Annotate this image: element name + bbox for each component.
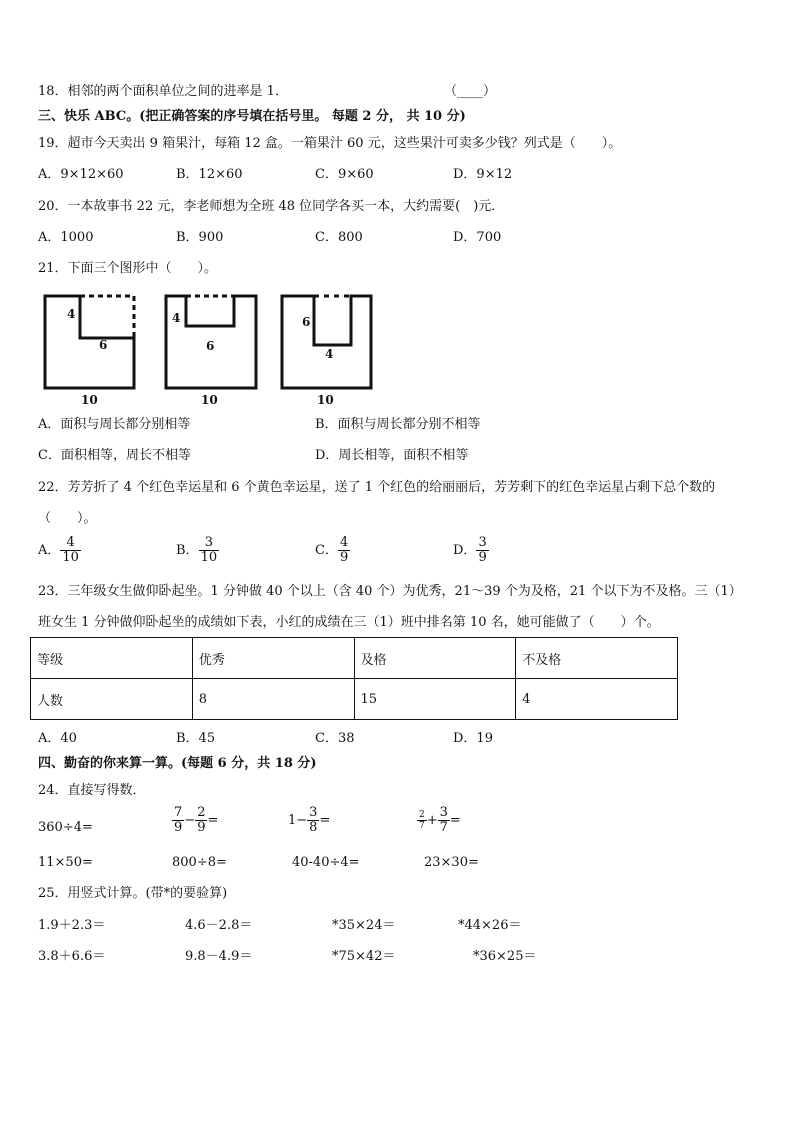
q25-item-6: 9.8－4.9＝ [185,949,253,964]
q23-text: 23．三年级女生做仰卧起坐。1 分钟做 40 个以上（含 40 个）为优秀，21～39 个为及格，21 个以下为不及格。三（1） [38,584,742,599]
q25-item-2: 4.6－2.8＝ [185,918,253,933]
q22-option-b-fraction [199,536,220,565]
q24-item-1: 360÷4= [38,820,93,835]
q21-fig2-inner-label: 6 [206,339,215,353]
q25-item-8: *36×25＝ [473,949,537,964]
q24-item-4-operator: + [426,813,438,828]
q18-text: 18．相邻的两个面积单位之间的进率是 1． [38,84,288,99]
q24-item-3 [288,806,330,835]
q23-option-c[interactable]: C．38 [315,731,355,746]
q21-option-a[interactable]: A．面积与周长都分别相等 [38,417,191,432]
q21-fig1-base-label: 10 [81,393,98,407]
q21-fig3-base-label: 10 [317,393,334,407]
q22-text-continued: （ ）。 [38,511,97,526]
q22-option-b-numerator: 3 [199,536,220,551]
q24-text: 24．直接写得数． [38,783,146,798]
q24-item-4-denominator-2: 7 [439,820,448,835]
q22-option-a-denominator: 10 [62,550,79,565]
q20-option-b[interactable]: B．900 [176,230,224,245]
q21-figure-3 [282,296,371,407]
q22-option-b-denominator: 10 [200,550,218,565]
q22-option-d[interactable] [453,536,489,565]
q18-answer-blank[interactable]: （____） [444,84,497,99]
q23-option-b[interactable]: B．45 [176,731,216,746]
q22-option-c-denominator: 9 [339,550,349,565]
q19-option-c[interactable]: C．9×60 [315,167,374,182]
q25-item-4: *44×26＝ [458,918,522,933]
q22-option-c[interactable] [315,536,350,565]
table-cell: 15 [354,679,516,720]
q21-fig3-side-label: 6 [302,315,311,329]
q23-option-a[interactable]: A．40 [38,731,77,746]
q24-item-2-fraction-1 [172,806,184,835]
q24-item-8: 23×30= [424,855,479,870]
q23-option-d[interactable]: D．19 [453,731,493,746]
q21-fig1-side-label: 4 [67,307,76,321]
q24-item-2-denominator-1: 9 [174,820,183,835]
table-cell: 人数 [31,679,193,720]
q25-item-7: *75×42＝ [332,949,396,964]
q24-item-3-numerator: 3 [309,805,318,820]
q24-item-7: 40-40÷4= [292,855,360,870]
q24-item-2-operator: − [184,813,196,828]
q23-grade-table [30,637,678,720]
q22-option-a-numerator: 4 [60,536,81,551]
q21-figures [36,290,381,408]
q21-text: 21．下面三个图形中（ ）。 [38,261,218,276]
q21-fig2-base-label: 10 [201,393,218,407]
q24-item-3-equals: = [319,813,331,828]
q22-option-a-fraction [60,536,81,565]
q24-item-2-equals: = [207,813,219,828]
q24-item-3-prefix: 1− [288,813,308,828]
q24-item-2-numerator-1: 7 [174,805,183,820]
q24-item-6: 800÷8= [172,855,227,870]
q24-item-2-denominator-2: 9 [197,820,206,835]
q25-item-1: 1.9＋2.3＝ [38,918,106,933]
table-header-cell: 优秀 [192,638,354,679]
q21-fig2-side-label: 4 [172,311,181,325]
q22-option-b[interactable] [176,536,219,565]
q21-figure-2 [166,296,256,407]
q24-item-4-fraction-1 [417,810,427,831]
q24-item-4 [417,806,461,835]
q25-text: 25．用竖式计算。(带*的要验算) [38,886,228,901]
table-cell: 4 [516,679,678,720]
q22-option-b-label: B． [176,543,199,558]
q25-item-3: *35×24＝ [332,918,396,933]
q24-item-4-denominator-1: 7 [419,821,425,831]
q22-option-d-numerator: 3 [478,535,487,550]
q22-option-a-label: A． [38,543,61,558]
q23-text-continued: 班女生 1 分钟做仰卧起坐的成绩如下表，小红的成绩在三（1）班中排名第 10 名，她可能做了（ ）个。 [38,615,660,630]
q24-item-4-numerator-1: 2 [419,810,425,820]
q24-item-4-fraction-2 [438,806,450,835]
q24-item-2-fraction-2 [195,806,207,835]
q19-option-a[interactable]: A．9×12×60 [38,167,124,182]
q22-option-c-fraction [338,536,350,565]
q22-option-a[interactable] [38,536,81,565]
table-row [31,638,678,679]
section3-title: 三、快乐 ABC。(把正确答案的序号填在括号里。 每题 2 分， 共 10 分) [38,109,466,124]
q24-item-5: 11×50= [38,855,93,870]
q22-option-d-fraction [476,536,488,565]
q25-item-5: 3.8＋6.6＝ [38,949,106,964]
table-cell: 8 [192,679,354,720]
q21-fig1-inner-label: 6 [99,338,108,352]
q19-option-d[interactable]: D．9×12 [453,167,513,182]
q22-option-d-label: D． [453,543,477,558]
q24-item-4-numerator-2: 3 [439,805,448,820]
q19-option-b[interactable]: B．12×60 [176,167,243,182]
q24-item-2 [172,806,218,835]
q20-option-a[interactable]: A．1000 [38,230,94,245]
q19-text: 19．超市今天卖出 9 箱果汁，每箱 12 盒。一箱果汁 60 元，这些果汁可卖多少钱？列式是（ ）。 [38,136,622,151]
q24-item-3-fraction [307,806,319,835]
q21-option-c[interactable]: C．面积相等，周长不相等 [38,448,191,463]
q24-item-4-equals: = [449,813,461,828]
table-row [31,679,678,720]
q24-item-2-numerator-2: 2 [197,805,206,820]
q21-option-b[interactable]: B．面积与周长都分别不相等 [315,417,481,432]
section4-title: 四、勤奋的你来算一算。(每题 6 分，共 18 分) [38,756,317,771]
q20-text: 20．一本故事书 22 元，李老师想为全班 48 位同学各买一本，大约需要( )元． [38,199,505,214]
q21-option-d[interactable]: D．周长相等，面积不相等 [315,448,469,463]
q21-fig3-inner-label: 4 [325,347,334,361]
q22-option-d-denominator: 9 [478,550,487,565]
q20-option-c[interactable]: C．800 [315,230,363,245]
table-header-cell: 等级 [31,638,193,679]
table-header-cell: 及格 [354,638,516,679]
q24-item-3-denominator: 8 [309,820,318,835]
q22-option-c-numerator: 4 [339,535,349,550]
q22-option-c-label: C． [315,543,338,558]
q22-text: 22．芳芳折了 4 个红色幸运星和 6 个黄色幸运星，送了 1 个红色的给丽丽后，芳芳剩下的红色幸运星占剩下总个数的 [38,480,716,495]
table-header-cell: 不及格 [516,638,678,679]
q20-option-d[interactable]: D．700 [453,230,502,245]
q21-figure-1 [45,296,134,407]
